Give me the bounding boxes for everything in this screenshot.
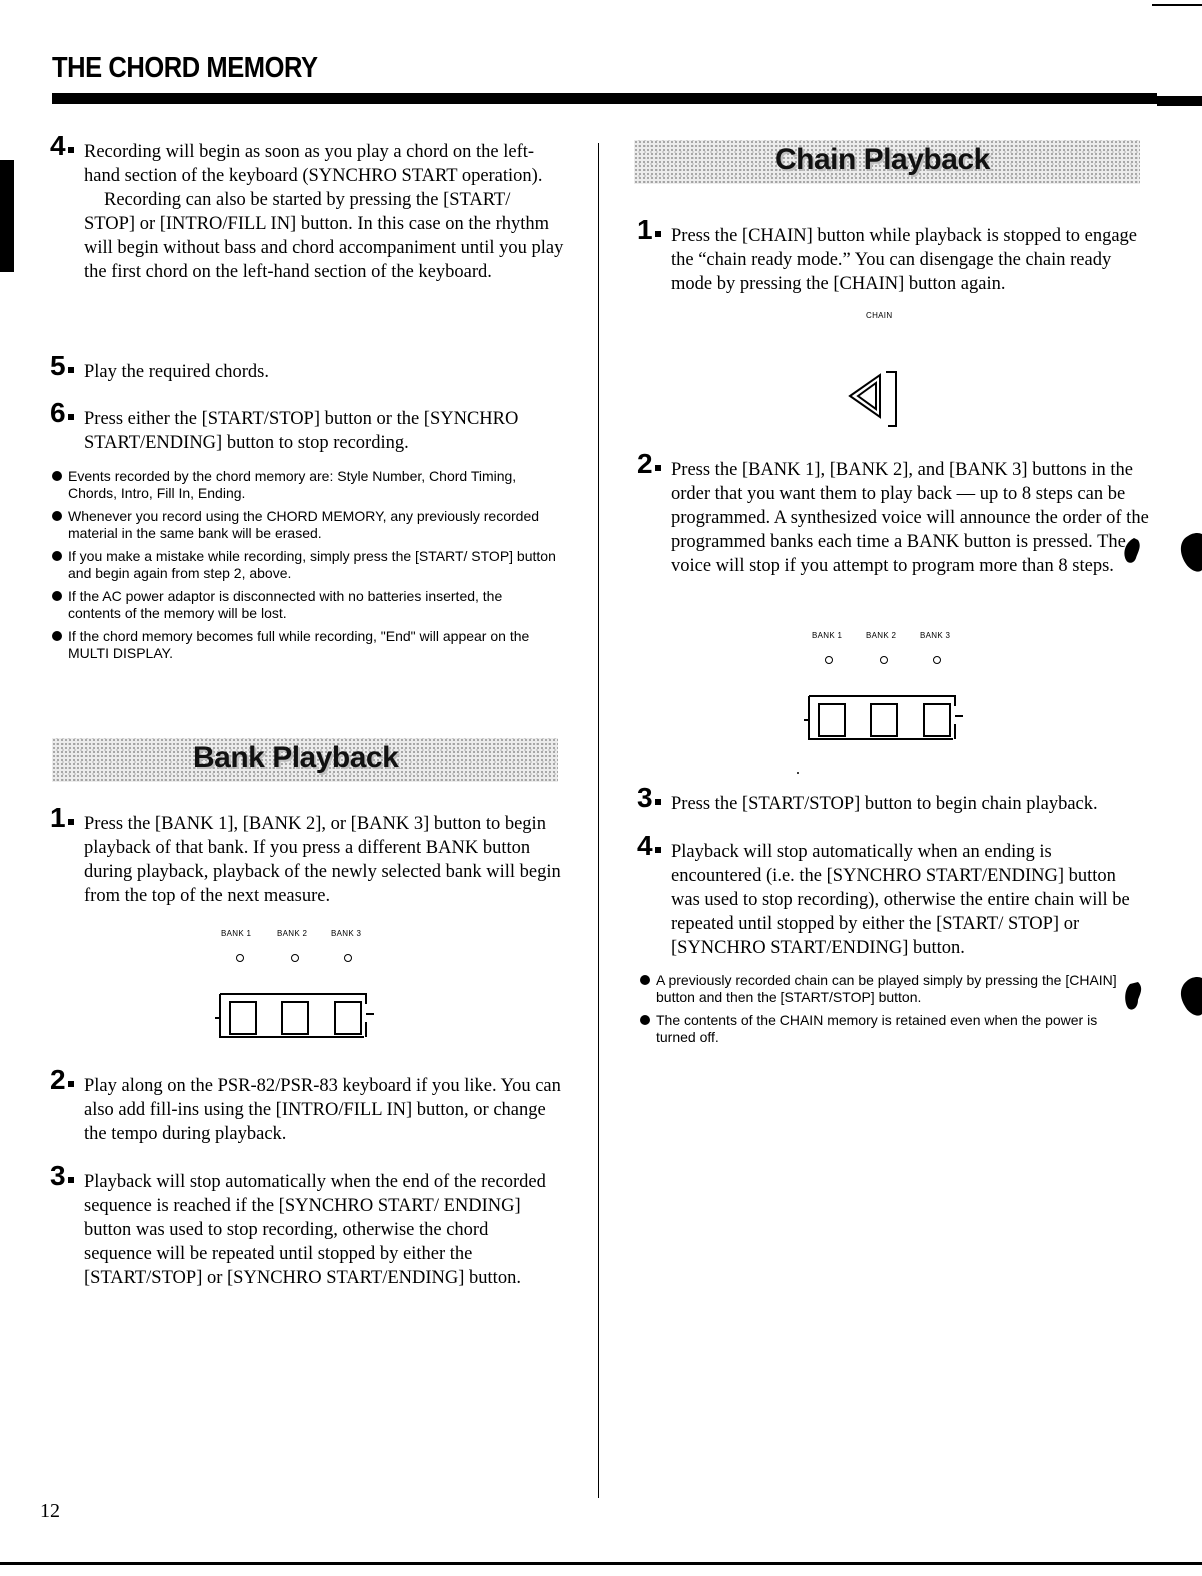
- step-text: Press either the [START/STOP] button or the [SYNCHRO START/ENDING] button to stop recording.: [84, 409, 519, 453]
- bank-buttons-diagram: [803, 692, 969, 744]
- chain-label: CHAIN: [866, 311, 893, 320]
- step-number: 6: [50, 401, 74, 425]
- section-title-chain-playback: Chain Playback: [775, 143, 990, 176]
- bank-1-label: BANK 1: [221, 929, 252, 938]
- bank-buttons-diagram: [214, 990, 380, 1042]
- note-item: Events recorded by the chord memory are: Style Number, Chord Timing, Chords, Intro, Fill In, Ending.: [52, 468, 557, 502]
- bullet-icon: [52, 631, 62, 641]
- chapter-edge-tab: [0, 160, 14, 272]
- bank-1-led: [236, 954, 244, 962]
- step-text: Recording will begin as soon as you play a chord on the left-hand section of the keyboard (SYNCHRO START operation).: [84, 142, 543, 186]
- bank-3-led: [933, 656, 941, 664]
- bullet-icon: [52, 511, 62, 521]
- binding-mark-icon: [1118, 972, 1202, 1026]
- step-number: 3: [637, 786, 661, 810]
- note-item: Whenever you record using the CHORD MEMORY, any previously recorded material in the same bank will be erased.: [52, 508, 557, 542]
- bank-2-button: [282, 1002, 308, 1034]
- bullet-icon: [640, 1015, 650, 1025]
- title-rule-tail: [1157, 96, 1202, 106]
- bank-1-button: [230, 1002, 256, 1034]
- bank-2-button: [871, 704, 897, 736]
- bullet-icon: [52, 551, 62, 561]
- bank-3-button: [924, 704, 950, 736]
- bank-3-led: [344, 954, 352, 962]
- bank-3-label: BANK 3: [920, 631, 951, 640]
- bank-2-led: [291, 954, 299, 962]
- chain-step-2: [637, 448, 1151, 578]
- bank-2-label: BANK 2: [866, 631, 897, 640]
- chain-notes: [640, 972, 1120, 1052]
- binding-mark-icon: [1118, 530, 1202, 580]
- note-item: The contents of the CHAIN memory is retained even when the power is turned off.: [640, 1012, 1120, 1046]
- chain-button-icon: [846, 370, 902, 428]
- note-item: If the AC power adaptor is disconnected with no batteries inserted, the contents of the memory will be lost.: [52, 588, 557, 622]
- step-text: Press the [START/STOP] button to begin chain playback.: [671, 794, 1098, 814]
- bank-1-led: [825, 656, 833, 664]
- page-number: 12: [40, 1500, 60, 1522]
- corner-rule: [1152, 4, 1202, 6]
- note-item: A previously recorded chain can be played simply by pressing the [CHAIN] button and then the [START/STOP] button.: [640, 972, 1120, 1006]
- bracket-left: [215, 994, 364, 1037]
- bank-step-1: [50, 802, 564, 908]
- bank-1-label: BANK 1: [812, 631, 843, 640]
- bank-3-label: BANK 3: [331, 929, 362, 938]
- step-text: Press the [BANK 1], [BANK 2], and [BANK 3] buttons in the order that you want them to play back — up to 8 steps can be programmed. A synthesized voice will announce the order of the programmed banks each time a BANK button is pressed. The voice will stop if you attempt to program more than 8 steps.: [671, 460, 1149, 576]
- step-number: 2: [50, 1068, 74, 1092]
- step-number: 1: [50, 806, 74, 830]
- note-item: If the chord memory becomes full while recording, "End" will appear on the MULTI DISPLAY.: [52, 628, 557, 662]
- bank-step-3: [50, 1160, 554, 1290]
- chain-step-3: [637, 782, 1151, 816]
- step-text: Press the [BANK 1], [BANK 2], or [BANK 3] button to begin playback of that bank. If you press a different BANK button during playback, playback of the newly selected bank will begin from the top of the next measure.: [84, 814, 561, 906]
- bank-1-button: [819, 704, 845, 736]
- column-divider: [598, 143, 599, 1498]
- bullet-icon: [640, 975, 650, 985]
- step-number: 4: [637, 834, 661, 858]
- step-text: Press the [CHAIN] button while playback is stopped to engage the “chain ready mode.” You can disengage the chain ready mode by pressing the [CHAIN] button again.: [671, 226, 1138, 294]
- bottom-rule: [0, 1562, 1202, 1565]
- bracket-right: [366, 1014, 374, 1037]
- step-5: [50, 350, 564, 384]
- bullet-icon: [52, 471, 62, 481]
- print-speck: [797, 772, 799, 774]
- bullet-icon: [52, 591, 62, 601]
- step-text: Play the required chords.: [84, 362, 269, 382]
- step-text: Playback will stop automatically when an ending is encountered (i.e. the [SYNCHRO START/ENDING] button was used to stop recording), otherwise the entire chain will be repeated until stopped by either the [START/ STOP] or [SYNCHRO START/ENDING] button.: [671, 842, 1130, 958]
- step-text: Play along on the PSR-82/PSR-83 keyboard if you like. You can also add fill-ins using the [INTRO/FILL IN] button, or change the tempo during playback.: [84, 1076, 561, 1144]
- step-6: [50, 397, 564, 455]
- step-number: 2: [637, 452, 661, 476]
- step-number: 3: [50, 1164, 74, 1188]
- recording-notes: [52, 468, 557, 668]
- note-item: If you make a mistake while recording, simply press the [START/ STOP] button and begin again from step 2, above.: [52, 548, 557, 582]
- step-4: [50, 130, 564, 284]
- bank-2-led: [880, 656, 888, 664]
- bank-3-button: [335, 1002, 361, 1034]
- step-number: 1: [637, 218, 661, 242]
- step-number: 5: [50, 354, 74, 378]
- step-number: 4: [50, 134, 74, 158]
- section-title-bank-playback: Bank Playback: [193, 741, 399, 774]
- title-rule: [52, 93, 1157, 104]
- step-text-continued: Recording can also be started by pressing the [START/ STOP] or [INTRO/FILL IN] button. In this case on the rhythm will begin without bass and chord accompaniment until you play the first chord on the left-hand section of the keyboard.: [84, 190, 564, 282]
- chain-step-4: [637, 830, 1146, 960]
- bank-2-label: BANK 2: [277, 929, 308, 938]
- bank-step-2: [50, 1064, 564, 1146]
- chain-step-1: [637, 214, 1151, 296]
- page-title: THE CHORD MEMORY: [52, 52, 318, 84]
- step-text: Playback will stop automatically when the end of the recorded sequence is reached if the [SYNCHRO START/ ENDING] button was used to stop recording, otherwise the chord sequence will be repeated until stopped by either the [START/STOP] or [SYNCHRO START/ENDING] button.: [84, 1172, 546, 1288]
